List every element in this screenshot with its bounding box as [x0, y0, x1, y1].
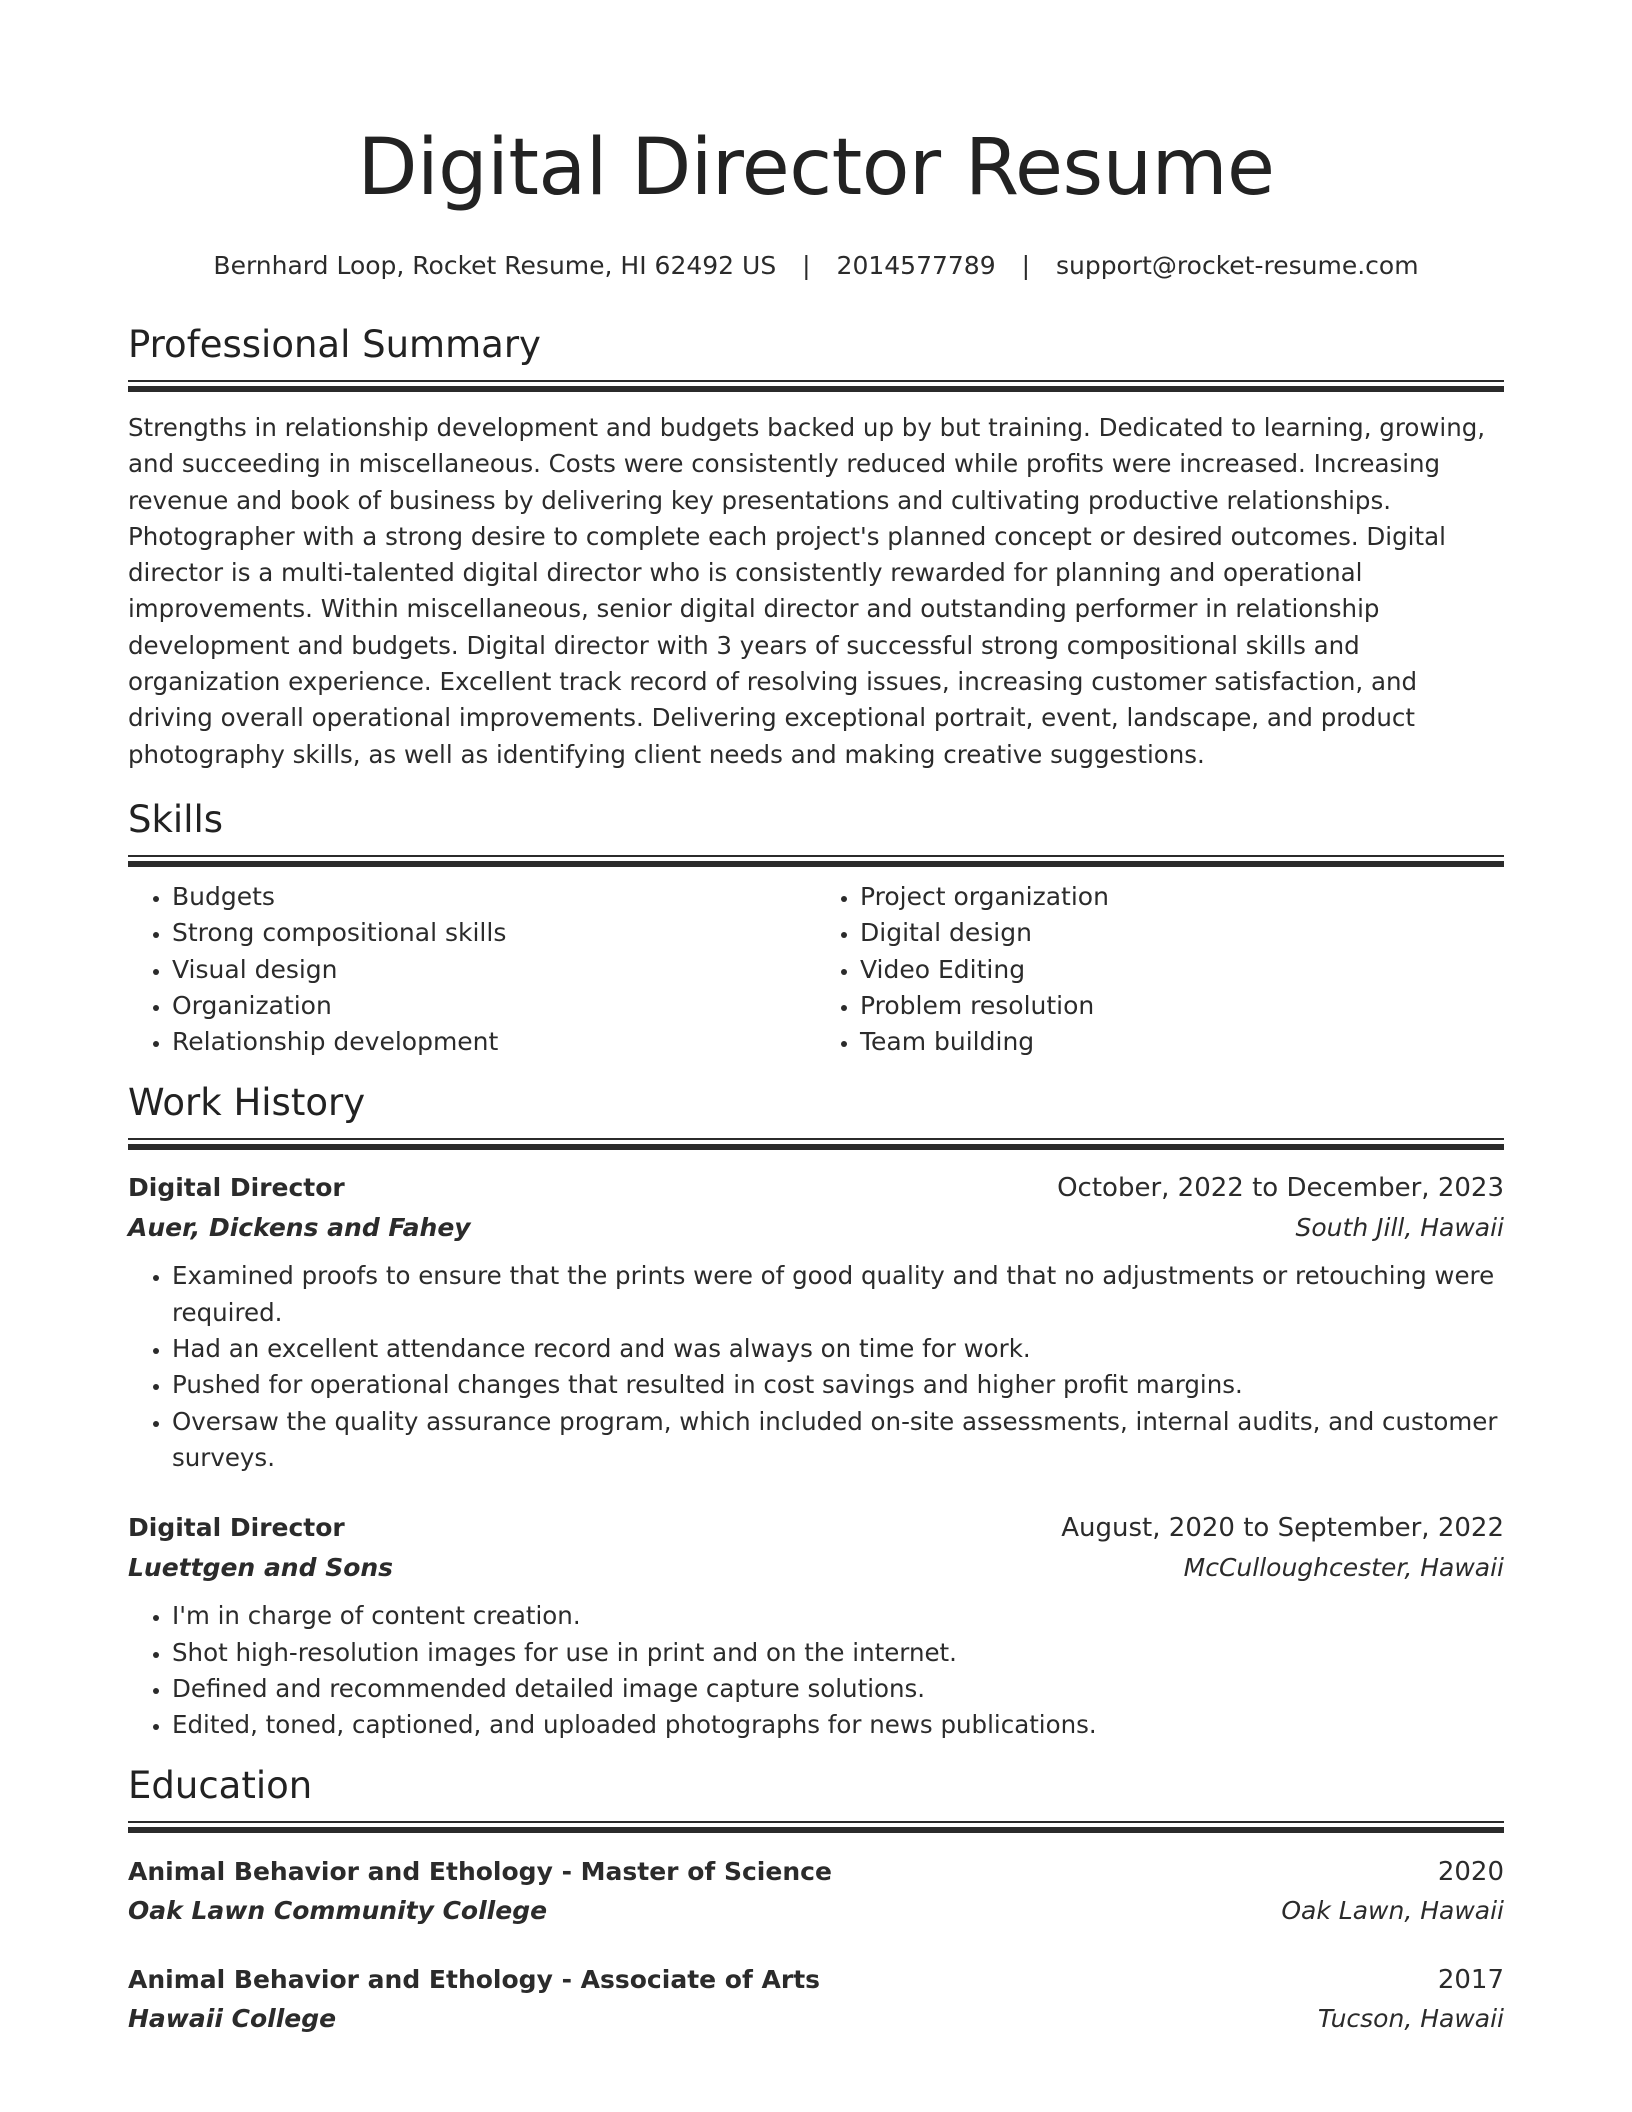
skill-item: • Organization: [172, 988, 816, 1024]
job-bullet: • Examined proofs to ensure that the prints were of good quality and that no adjustments or retouching were required.: [172, 1258, 1504, 1331]
job-bullets: [128, 1598, 1504, 1743]
company-name: Auer, Dickens and Fahey: [128, 1213, 471, 1243]
work-history-heading: Work History: [128, 1081, 366, 1125]
section-divider: [128, 1821, 1504, 1833]
skills-column-left: [128, 879, 816, 1060]
company-name: Luettgen and Sons: [128, 1553, 394, 1583]
job-bullet: • Oversaw the quality assurance program, which included on-site assessments, internal audits, and customer surveys.: [172, 1404, 1504, 1477]
work-history-section: [128, 1080, 1504, 1743]
summary-section: [128, 322, 1504, 773]
school-name: Hawaii College: [128, 2004, 337, 2034]
skill-item: • Digital design: [860, 915, 1504, 951]
job-entry: [128, 1168, 1504, 1476]
skills-column-right: [816, 879, 1504, 1060]
contact-address: Bernhard Loop, Rocket Resume, HI 62492 US: [213, 251, 777, 280]
section-divider: [128, 1138, 1504, 1150]
job-bullets: [128, 1258, 1504, 1476]
job-bullet: • Edited, toned, captioned, and uploaded photographs for news publications.: [172, 1707, 1504, 1743]
education-entry: [128, 1853, 1504, 1931]
job-bullet: • I'm in charge of content creation.: [172, 1598, 1504, 1634]
skill-item: • Visual design: [172, 952, 816, 988]
skill-item: • Budgets: [172, 879, 816, 915]
contact-email: support@rocket-resume.com: [1055, 251, 1419, 280]
job-location: McCulloughcester, Hawaii: [1183, 1553, 1504, 1583]
degree-name: Animal Behavior and Ethology - Master of Science: [128, 1857, 832, 1887]
job-bullet: • Had an excellent attendance record and was always on time for work.: [172, 1331, 1504, 1367]
skills-heading: Skills: [128, 797, 224, 841]
school-location: Tucson, Hawaii: [1317, 2004, 1504, 2034]
school-location: Oak Lawn, Hawaii: [1281, 1896, 1504, 1926]
graduation-year: 2017: [1437, 1965, 1504, 1996]
job-dates: October, 2022 to December, 2023: [1057, 1173, 1504, 1204]
job-bullet: • Shot high-resolution images for use in print and on the internet.: [172, 1635, 1504, 1671]
job-entry: [128, 1508, 1504, 1743]
job-title: Digital Director: [128, 1173, 345, 1203]
skill-item: • Strong compositional skills: [172, 915, 816, 951]
job-location: South Jill, Hawaii: [1295, 1213, 1504, 1243]
job-bullet: • Defined and recommended detailed image capture solutions.: [172, 1671, 1504, 1707]
skill-item: • Relationship development: [172, 1024, 816, 1060]
skills-section: [128, 797, 1504, 1060]
contact-separator: |: [802, 251, 811, 280]
skills-grid: [128, 879, 1504, 1060]
school-name: Oak Lawn Community College: [128, 1896, 548, 1926]
degree-name: Animal Behavior and Ethology - Associate of Arts: [128, 1965, 821, 1995]
contact-separator: |: [1021, 251, 1030, 280]
contact-line: [128, 250, 1504, 282]
job-dates: August, 2020 to September, 2022: [1061, 1513, 1504, 1544]
graduation-year: 2020: [1437, 1857, 1504, 1888]
skill-item: • Video Editing: [860, 952, 1504, 988]
job-bullet: • Pushed for operational changes that resulted in cost savings and higher profit margins.: [172, 1367, 1504, 1403]
summary-heading: Professional Summary: [128, 323, 541, 366]
skill-item: • Problem resolution: [860, 988, 1504, 1024]
resume-title: Digital Director Resume: [357, 123, 1275, 213]
education-heading: Education: [128, 1764, 313, 1808]
job-title: Digital Director: [128, 1513, 345, 1543]
summary-text: Strengths in relationship development and budgets backed up by but training. Dedicated to learning, growing, and succeeding in miscellaneous. Costs were consistently reduced while profits were increased. Increasing revenue and book of business by delivering key presentations and cultivating productive relationships. Photographer with a strong desire to complete each project's planned concept or desired outcomes. Digital director is a multi-talented digital director who is consistently rewarded for planning and operational improvements. Within miscellaneous, senior digital director and outstanding performer in relationship development and budgets. Digital director with 3 years of successful strong compositional skills and organization experience. Excellent track record of resolving issues, increasing customer satisfaction, and driving overall operational improvements. Delivering exceptional portrait, event, landscape, and product photography skills, as well as identifying client needs and making creative suggestions.: [128, 413, 1486, 769]
skill-item: • Project organization: [860, 879, 1504, 915]
section-divider: [128, 855, 1504, 867]
section-divider: [128, 380, 1504, 392]
contact-phone: 2014577789: [836, 251, 996, 280]
skill-item: • Team building: [860, 1024, 1504, 1060]
education-entry: [128, 1961, 1504, 2039]
education-section: [128, 1763, 1504, 2039]
